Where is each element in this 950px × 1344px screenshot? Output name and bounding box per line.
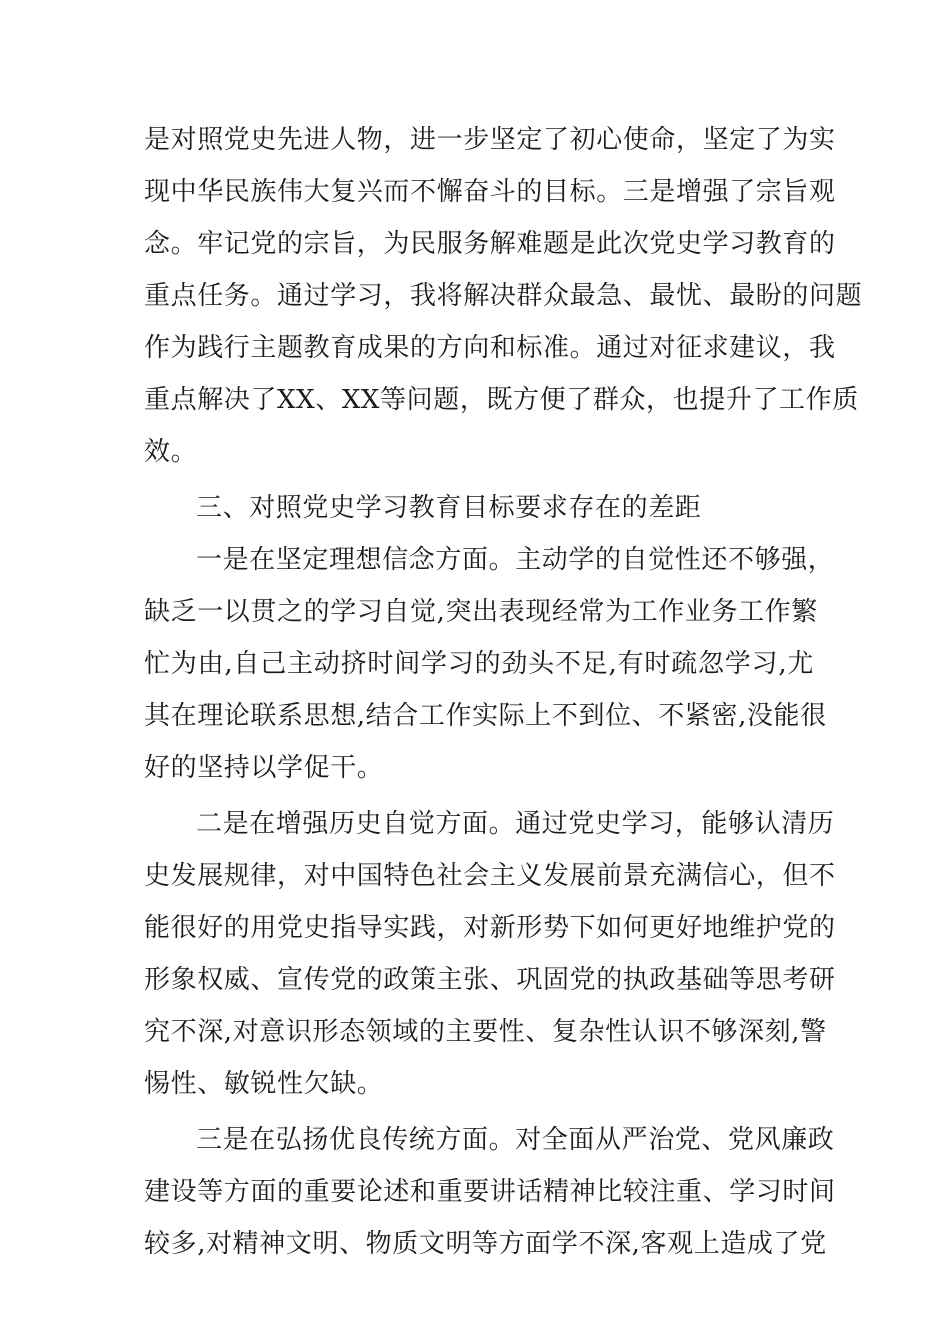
- text-line: 现中华民族伟大复兴而不懈奋斗的目标。三是增强了宗旨观: [144, 177, 836, 207]
- text-line: 念。牢记党的宗旨，为民服务解难题是此次党史学习教育的: [144, 229, 836, 259]
- text-line: 重点任务。通过学习，我将解决群众最急、最忧、最盼的问题: [144, 281, 863, 311]
- text-line: 其在理论联系思想,结合工作实际上不到位、不紧密,没能很: [144, 701, 827, 731]
- text-line: 作为践行主题教育成果的方向和标准。通过对征求建议，我: [144, 333, 836, 363]
- text-line: 建设等方面的重要论述和重要讲话精神比较注重、学习时间: [144, 1177, 836, 1207]
- text-line: 好的坚持以学促干。: [144, 753, 384, 783]
- text-line: 忙为由,自己主动挤时间学习的劲头不足,有时疏忽学习,尤: [144, 649, 814, 679]
- text-line: 惕性、敏锐性欠缺。: [144, 1069, 384, 1099]
- text-line: 较多,对精神文明、物质文明等方面学不深,客观上造成了党: [144, 1229, 827, 1259]
- text-line: 史发展规律，对中国特色社会主义发展前景充满信心，但不: [144, 861, 836, 891]
- section-heading: 三、对照党史学习教育目标要求存在的差距: [196, 493, 702, 523]
- text-line: 能很好的用党史指导实践，对新形势下如何更好地维护党的: [144, 913, 836, 943]
- text-line: 是对照党史先进人物，进一步坚定了初心使命，坚定了为实: [144, 125, 836, 155]
- text-line: 效。: [144, 437, 198, 467]
- text-line: 缺乏一以贯之的学习自觉,突出表现经常为工作业务工作繁: [144, 597, 818, 627]
- paragraph-first-line: 三是在弘扬优良传统方面。对全面从严治党、党风廉政: [196, 1125, 835, 1155]
- text-line: 究不深,对意识形态领域的主要性、复杂性认识不够深刻,警: [144, 1017, 827, 1047]
- paragraph-first-line: 二是在增强历史自觉方面。通过党史学习，能够认清历: [196, 809, 835, 839]
- text-line: 重点解决了XX、XX等问题，既方便了群众，也提升了工作质: [144, 385, 859, 415]
- text-line: 形象权威、宣传党的政策主张、巩固党的执政基础等思考研: [144, 965, 836, 995]
- paragraph-first-line: 一是在坚定理想信念方面。主动学的自觉性还不够强，: [196, 545, 835, 575]
